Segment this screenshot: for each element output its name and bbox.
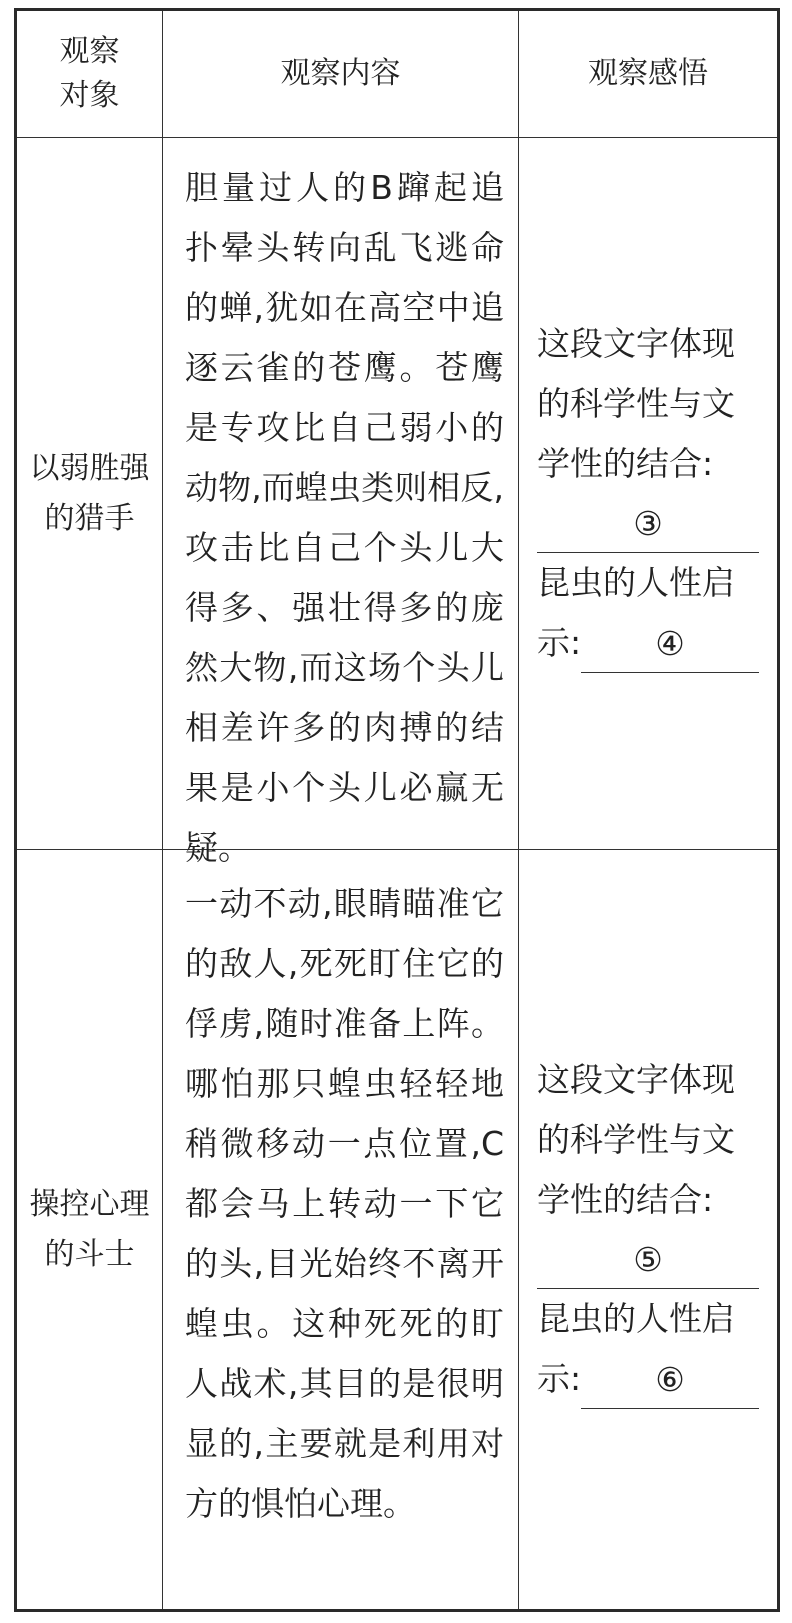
row1-reflection-line2: 的科学性与文 (537, 384, 735, 423)
row2-object (17, 850, 162, 1609)
row2-reflection-line4: 昆虫的人性启 (537, 1299, 735, 1338)
row1-content-text: 胆量过人的B蹿起追扑晕头转向乱飞逃命的蝉,犹如在高空中追逐云雀的苍鹰。苍鹰是专攻比自己弱小的动物,而蝗虫类则相反,攻击比自己个头儿大得多、强壮得多的庞然大物,而这场个头儿相差许多的肉搏的结果是小个头儿必赢无疑。 (185, 168, 504, 867)
row2-answer-blank-6[interactable] (581, 1350, 759, 1409)
header-object-line2: 对象 (59, 78, 120, 113)
row1-blank-number-3: ③ (633, 504, 663, 543)
row2-reflection (519, 850, 777, 1609)
row1-object (17, 138, 162, 849)
header-content-label: 观察内容 (280, 56, 401, 91)
row2-answer-blank-5[interactable] (537, 1230, 759, 1289)
row2-content (163, 850, 518, 1609)
row2-object-line2: 的斗士 (44, 1236, 135, 1272)
row2-blank-number-6: ⑥ (655, 1360, 685, 1399)
row1-answer-blank-3[interactable] (537, 494, 759, 553)
header-reflection-label: 观察感悟 (588, 56, 708, 91)
header-reflection (519, 11, 777, 137)
row1-reflection (519, 138, 777, 849)
header-object-line1: 观察 (59, 34, 120, 69)
header-content (163, 11, 518, 137)
row2-content-text: 一动不动,眼睛瞄准它的敌人,死死盯住它的俘虏,随时准备上阵。哪怕那只蝗虫轻轻地稍微移动一点位置,C都会马上转动一下它的头,目光始终不离开蝗虫。这种死死的盯人战术,其目的是很明显的,主要就是利用对方的惧怕心理。 (185, 884, 504, 1523)
row2-blank-number-5: ⑤ (633, 1240, 663, 1279)
row2-reflection-line5-row (537, 1349, 767, 1409)
row1-reflection-line4: 昆虫的人性启 (537, 563, 735, 602)
row1-reflection-line1: 这段文字体现 (537, 324, 735, 363)
row2-reflection-line2: 的科学性与文 (537, 1120, 735, 1159)
row2-reflection-line5: 示: (537, 1359, 582, 1398)
observation-table (14, 8, 780, 1612)
row1-answer-blank-4[interactable] (581, 614, 759, 673)
row1-object-line1: 以弱胜强 (29, 450, 150, 486)
header-object (17, 11, 162, 137)
row1-reflection-line5-row (537, 613, 767, 673)
row1-object-line2: 的猎手 (44, 500, 135, 536)
row1-blank-number-4: ④ (655, 624, 685, 663)
row1-content (163, 138, 518, 867)
row2-reflection-line1: 这段文字体现 (537, 1060, 735, 1099)
row2-object-line1: 操控心理 (29, 1186, 150, 1222)
row1-reflection-line3: 学性的结合: (537, 444, 714, 483)
row1-reflection-line5: 示: (537, 623, 582, 662)
row2-reflection-line3: 学性的结合: (537, 1180, 714, 1219)
